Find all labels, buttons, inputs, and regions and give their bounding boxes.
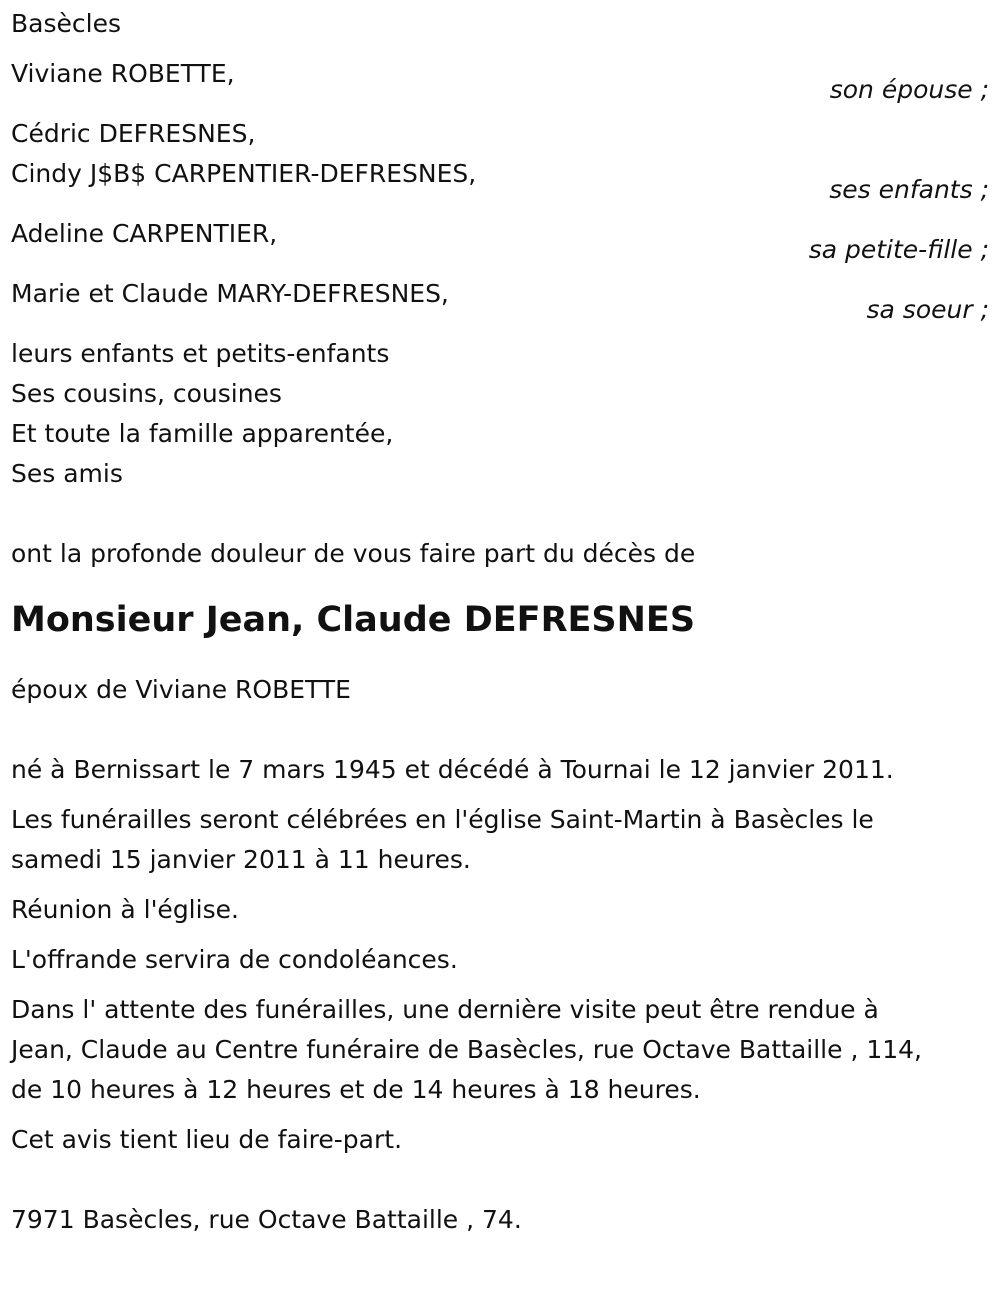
notice-line: Cet avis tient lieu de faire-part.	[11, 1125, 403, 1154]
children-role: ses enfants ;	[829, 175, 989, 204]
other-mourners-line: leurs enfants et petits-enfants	[11, 339, 390, 368]
sister-name: Marie et Claude MARY-DEFRESNES,	[11, 279, 449, 308]
announcement-intro: ont la profonde douleur de vous faire part du décès de	[11, 539, 696, 568]
funeral-line: Les funérailles seront célébrées en l'église Saint-Martin à Basècles le	[11, 805, 874, 834]
child-name: Cindy J$B$ CARPENTIER-DEFRESNES,	[11, 159, 477, 188]
other-mourners-line: Et toute la famille apparentée,	[11, 419, 394, 448]
funeral-paragraph	[11, 800, 991, 880]
spouse-role: son épouse ;	[829, 75, 989, 104]
obituary-notice	[11, 4, 991, 1240]
deceased-name: Monsieur Jean, Claude DEFRESNES	[11, 600, 696, 640]
visit-line: de 10 heures à 12 heures et de 14 heures à 18 heures.	[11, 1075, 701, 1104]
spouse-of: époux de Viviane ROBETTE	[11, 675, 351, 704]
locality: Basècles	[11, 9, 121, 38]
birth-death-line: né à Bernissart le 7 mars 1945 et décédé à Tournai le 12 janvier 2011.	[11, 755, 894, 784]
sister-role: sa soeur ;	[866, 295, 989, 324]
footer-address: 7971 Basècles, rue Octave Battaille , 74.	[11, 1205, 522, 1234]
visit-line: Jean, Claude au Centre funéraire de Basècles, rue Octave Battaille , 114,	[11, 1035, 922, 1064]
meeting-line: Réunion à l'église.	[11, 895, 239, 924]
granddaughter-name: Adeline CARPENTIER,	[11, 219, 278, 248]
child-name: Cédric DEFRESNES,	[11, 119, 256, 148]
visit-line: Dans l' attente des funérailles, une dernière visite peut être rendue à	[11, 995, 879, 1024]
funeral-line: samedi 15 janvier 2011 à 11 heures.	[11, 845, 471, 874]
visit-paragraph	[11, 990, 991, 1110]
other-mourners-line: Ses cousins, cousines	[11, 379, 282, 408]
other-mourners-line: Ses amis	[11, 459, 123, 488]
spouse-name: Viviane ROBETTE,	[11, 59, 235, 88]
offering-line: L'offrande servira de condoléances.	[11, 945, 458, 974]
granddaughter-role: sa petite-fille ;	[808, 235, 989, 264]
